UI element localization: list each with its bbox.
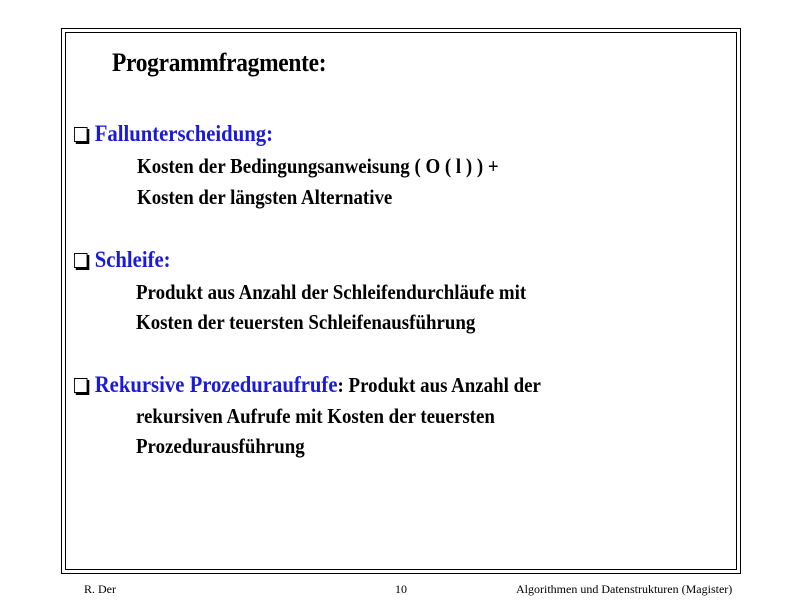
checkbox-bullet-icon bbox=[74, 253, 88, 268]
section-body-line: Kosten der längsten Alternative bbox=[137, 185, 393, 209]
checkbox-bullet-icon bbox=[74, 378, 88, 393]
section-body-line: Prozedurausführung bbox=[136, 434, 305, 458]
section-body-line: Produkt aus Anzahl der Schleifendurchläufe mit bbox=[136, 280, 527, 304]
section-heading: Schleife: bbox=[94, 247, 171, 272]
footer-page-number: 10 bbox=[395, 582, 407, 596]
section-heading-suffix: : Produkt aus Anzahl der bbox=[337, 373, 541, 397]
checkbox-bullet-icon bbox=[74, 127, 88, 142]
footer-course: Algorithmen und Datenstrukturen (Magister) bbox=[516, 582, 733, 596]
section-rekursive-prozeduraufrufe bbox=[74, 372, 593, 398]
section-fallunterscheidung bbox=[74, 121, 295, 147]
section-heading: Fallunterscheidung: bbox=[94, 121, 273, 146]
footer-author: R. Der bbox=[84, 582, 116, 596]
section-body-line: Kosten der teuersten Schleifenausführung bbox=[136, 310, 476, 334]
section-heading: Rekursive Prozeduraufrufe bbox=[94, 372, 338, 397]
slide-title: Programmfragmente: bbox=[112, 48, 327, 77]
section-schleife bbox=[74, 247, 181, 273]
section-body-line: Kosten der Bedingungsanweisung ( O ( l ) ) + bbox=[137, 154, 499, 178]
section-body-line: rekursiven Aufrufe mit Kosten der teuersten bbox=[136, 404, 495, 428]
